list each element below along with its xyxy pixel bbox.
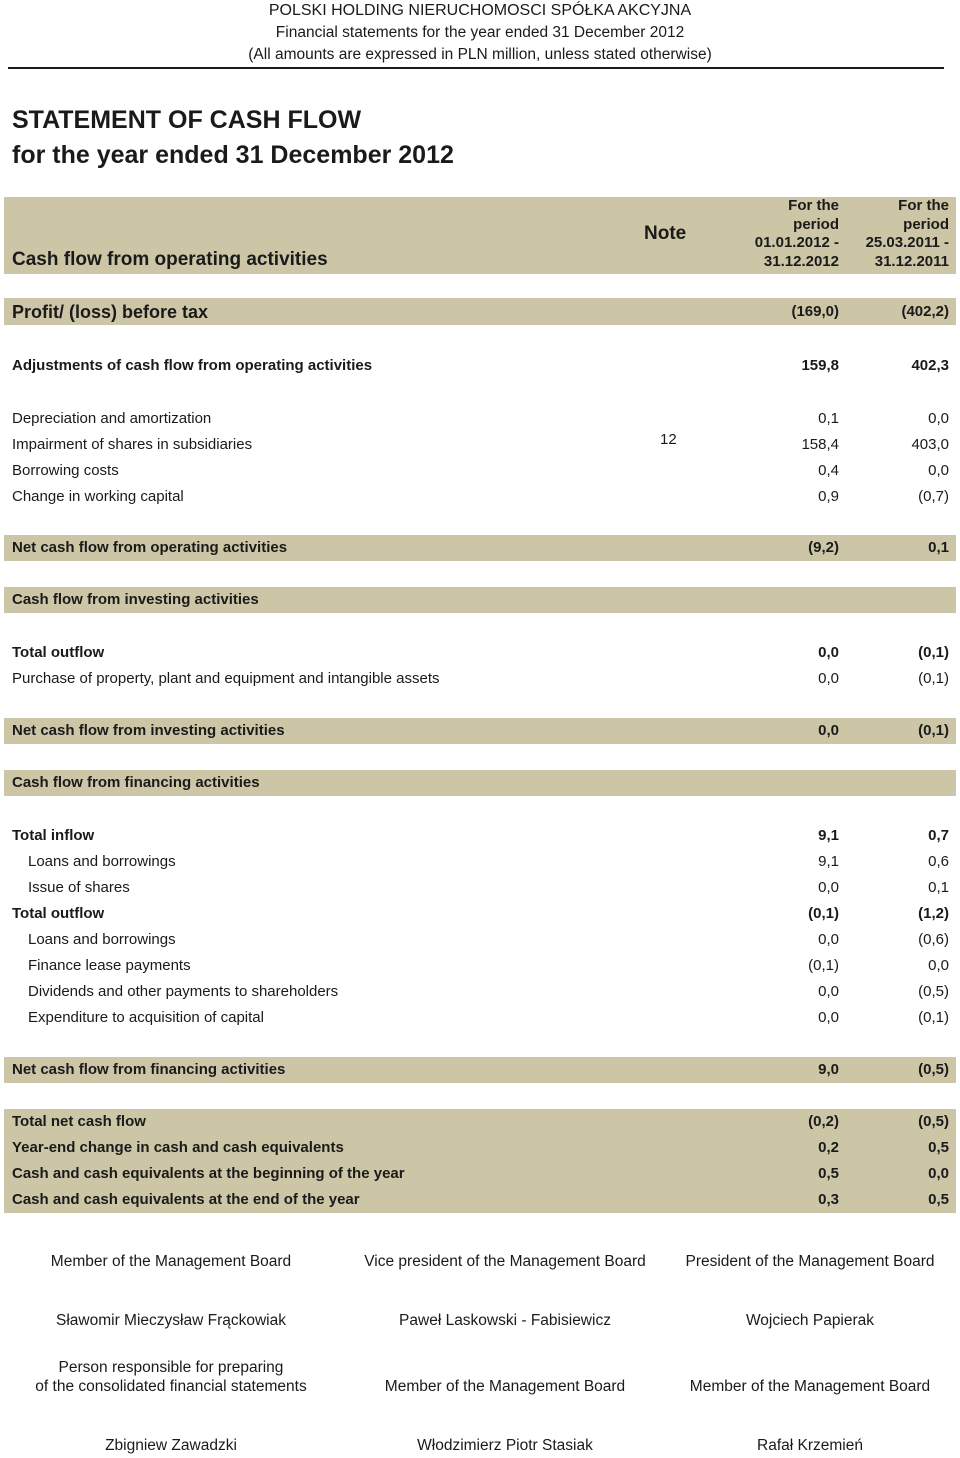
statement-period: for the year ended 31 December 2012 xyxy=(12,141,454,169)
currency-note: (All amounts are expressed in PLN million, unless stated otherwise) xyxy=(248,46,712,63)
table-row: Total net cash flow (0,2) (0,5) xyxy=(12,1113,949,1130)
column-header-2011: For the period 25.03.2011 - 31.12.2011 xyxy=(865,197,949,270)
table-row: Depreciation and amortization 0,1 0,0 xyxy=(12,410,949,427)
table-row: Cash and cash equivalents at the beginning of the year 0,5 0,0 xyxy=(12,1165,949,1182)
signatory-name: Sławomir Mieczysław Frąckowiak xyxy=(56,1312,286,1329)
signatory-name: Wojciech Papierak xyxy=(745,1312,875,1329)
note-reference: 12 xyxy=(660,431,677,448)
table-row: Cash and cash equivalents at the end of the year 0,3 0,5 xyxy=(12,1191,949,1208)
signatory-name: Rafał Krzemień xyxy=(757,1437,863,1454)
statement-title: STATEMENT OF CASH FLOW xyxy=(12,106,362,134)
table-row: Net cash flow from financing activities 9,0 (0,5) xyxy=(12,1061,949,1078)
table-row: Purchase of property, plant and equipment and intangible assets 0,0 (0,1) xyxy=(12,670,949,687)
signature-title: Person responsible for preparing of the consolidated financial statements xyxy=(35,1359,307,1395)
signature-title: Member of the Management Board xyxy=(50,1253,292,1270)
table-row: Net cash flow from investing activities 0,0 (0,1) xyxy=(12,722,949,739)
table-row: Impairment of shares in subsidiaries 12 158,4 403,0 xyxy=(0,432,960,458)
company-name: POLSKI HOLDING NIERUCHOMOSCI SPÓŁKA AKCYJNA xyxy=(268,2,692,19)
table-row: Profit/ (loss) before tax (169,0) (402,2) xyxy=(12,302,949,322)
table-row: Net cash flow from operating activities (9,2) 0,1 xyxy=(12,539,949,556)
table-row: Total inflow 9,1 0,7 xyxy=(12,827,949,844)
document-header xyxy=(0,0,960,66)
section-heading-operating: Cash flow from operating activities xyxy=(12,249,328,270)
note-column-header: Note xyxy=(644,223,687,244)
table-row: Finance lease payments (0,1) 0,0 xyxy=(28,957,949,974)
signatory-name: Zbigniew Zawadzki xyxy=(105,1437,237,1454)
table-row: Loans and borrowings 0,0 (0,6) xyxy=(28,931,949,948)
table-row: Total outflow (0,1) (1,2) xyxy=(12,905,949,922)
table-row: Adjustments of cash flow from operating activities 159,8 402,3 xyxy=(12,357,949,374)
signature-title: Vice president of the Management Board xyxy=(364,1253,646,1270)
report-subtitle: Financial statements for the year ended 31 December 2012 xyxy=(275,24,685,41)
table-row: Borrowing costs 0,4 0,0 xyxy=(12,462,949,479)
signature-title: Member of the Management Board xyxy=(689,1378,931,1395)
section-heading-financing: Cash flow from financing activities xyxy=(12,774,260,791)
header-divider xyxy=(8,67,944,69)
table-row: Year-end change in cash and cash equivalents 0,2 0,5 xyxy=(12,1139,949,1156)
table-row: Change in working capital 0,9 (0,7) xyxy=(12,488,949,505)
table-row: Expenditure to acquisition of capital 0,0 (0,1) xyxy=(28,1009,949,1026)
signatory-name: Włodzimierz Piotr Stasiak xyxy=(417,1437,593,1454)
table-row: Dividends and other payments to shareholders 0,0 (0,5) xyxy=(28,983,949,1000)
column-header-2012: For the period 01.01.2012 - 31.12.2012 xyxy=(754,197,839,270)
table-row: Issue of shares 0,0 0,1 xyxy=(28,879,949,896)
signature-title: President of the Management Board xyxy=(685,1253,935,1270)
signature-title: Member of the Management Board xyxy=(384,1378,626,1395)
table-row: Loans and borrowings 9,1 0,6 xyxy=(28,853,949,870)
table-row: Total outflow 0,0 (0,1) xyxy=(12,644,949,661)
signatory-name: Paweł Laskowski - Fabisiewicz xyxy=(399,1312,611,1329)
section-heading-investing: Cash flow from investing activities xyxy=(12,591,259,608)
